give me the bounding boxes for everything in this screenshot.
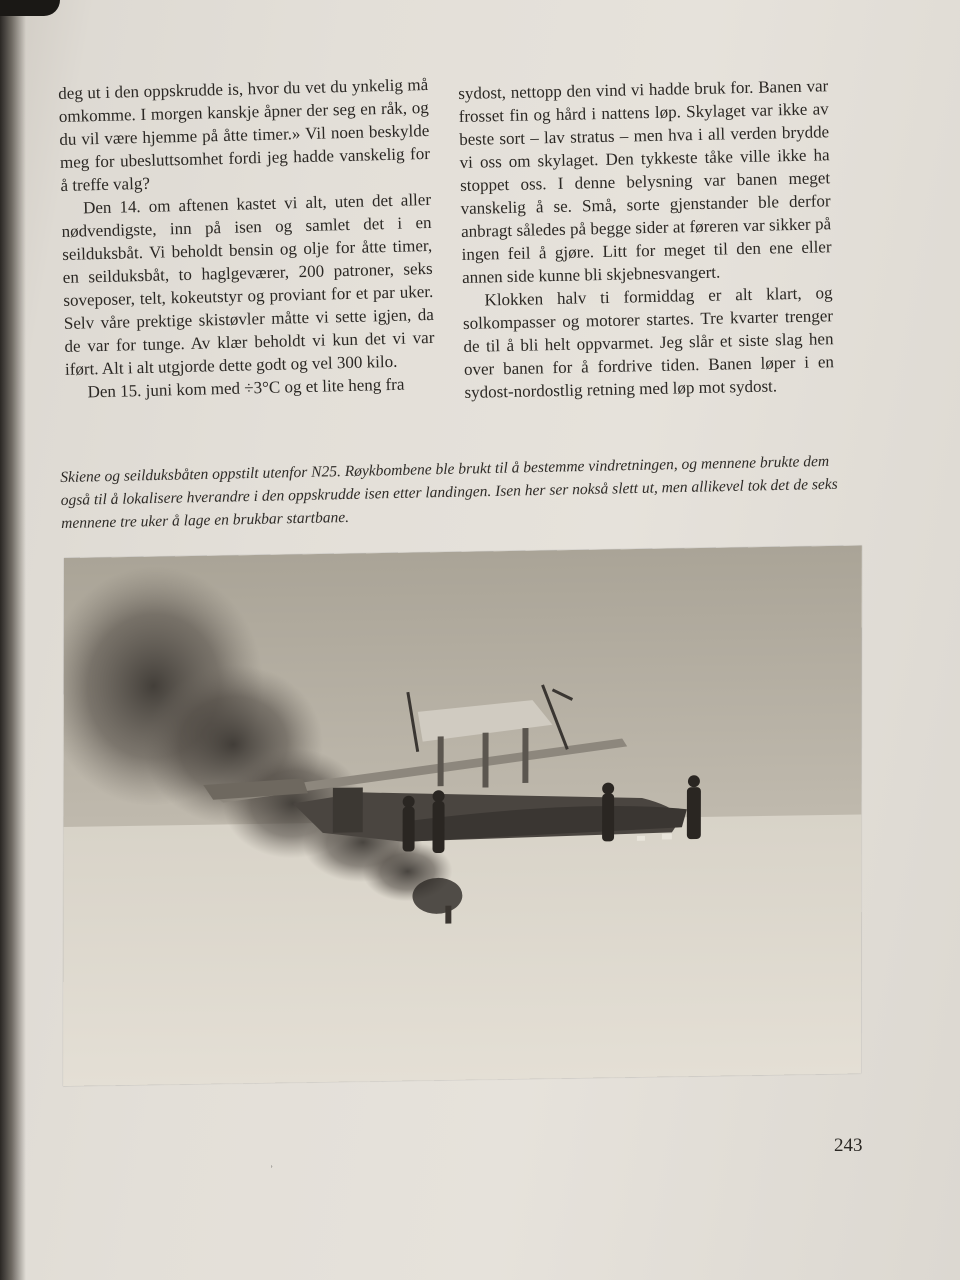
- page-number: 243: [834, 1135, 863, 1156]
- left-text-column: [58, 73, 436, 404]
- page-corner: [0, 0, 60, 16]
- right-text-column: [458, 74, 835, 404]
- paper-speck: ˒: [270, 1160, 274, 1171]
- smoke-bomb: [445, 906, 451, 924]
- book-spine-shadow: [0, 0, 26, 1280]
- paragraph: Klokken halv ti formiddag er alt klart, og solkompasser og motorer startes. Tre kvarter trenger de til å bli helt oppvarmet. Jeg slår et siste slag hen over banen for å fordrive tiden. Banen løper i en sydost-nordostlig retning med løp mot sydost.: [462, 283, 835, 402]
- photo-caption: Skiene og seilduksbåten oppstilt utenfor N25. Røykbombene ble brukt til å bestemme vindretningen, og mennene brukte dem også til å lokalisere hverandre i den oppskrudde isen etter landingen. Isen her ser nokså slett ut, men allikevel tok det de seks mennene tre uker å lage en brukbar startbane.: [60, 452, 838, 532]
- paragraph: Den 14. om aftenen kastet vi alt, uten det aller nødvendigste, inn på isen og samlet det i en seilduksbåt. Vi beholdt bensin og olje for åtte timer, en seilduksbåt, to haglgeværer, 200 patroner, seks soveposer, telt, kokeutstyr og proviant for et par uker. Selv våre prektige skistøvler måtte vi sette igjen, da de var for tunge. Av klær beholdt vi kun det vi var iført. Alt i alt utgjorde dette godt og vel 300 kilo.: [61, 189, 435, 379]
- paragraph: sydost, nettopp den vind vi hadde bruk for. Banen var frosset fin og hård i nattens løp. Skylaget var ikke av beste sort – lav stratus – men hva i all verden brydde vi oss om skylaget. Den tykkeste tåke ville ikke ha stoppet oss. I denne belysning var banen meget vanskelig å se. Små, sorte gjenstander ble derfor anbragt således på begge sider at føreren var sikker på ingen feil å gjøre. Litt for meget til den ene eller annen side kunne bli skjebnesvangert.: [458, 76, 832, 287]
- photograph-seaplane-on-ice: [63, 545, 862, 1086]
- photo-illustration: [63, 545, 862, 1086]
- paragraph: deg ut i den oppskrudde is, hvor du vet du ynkelig må omkomme. I morgen kanskje åpner der seg en råk, og du vil være hjemme på åtte timer.» Vil noen beskylde meg for ubesluttsomhet fordi jeg hadde vanskelig for å treffe valg?: [58, 74, 431, 195]
- paragraph: Den 15. juni kom med ÷3°C og et lite heng fra: [87, 374, 405, 402]
